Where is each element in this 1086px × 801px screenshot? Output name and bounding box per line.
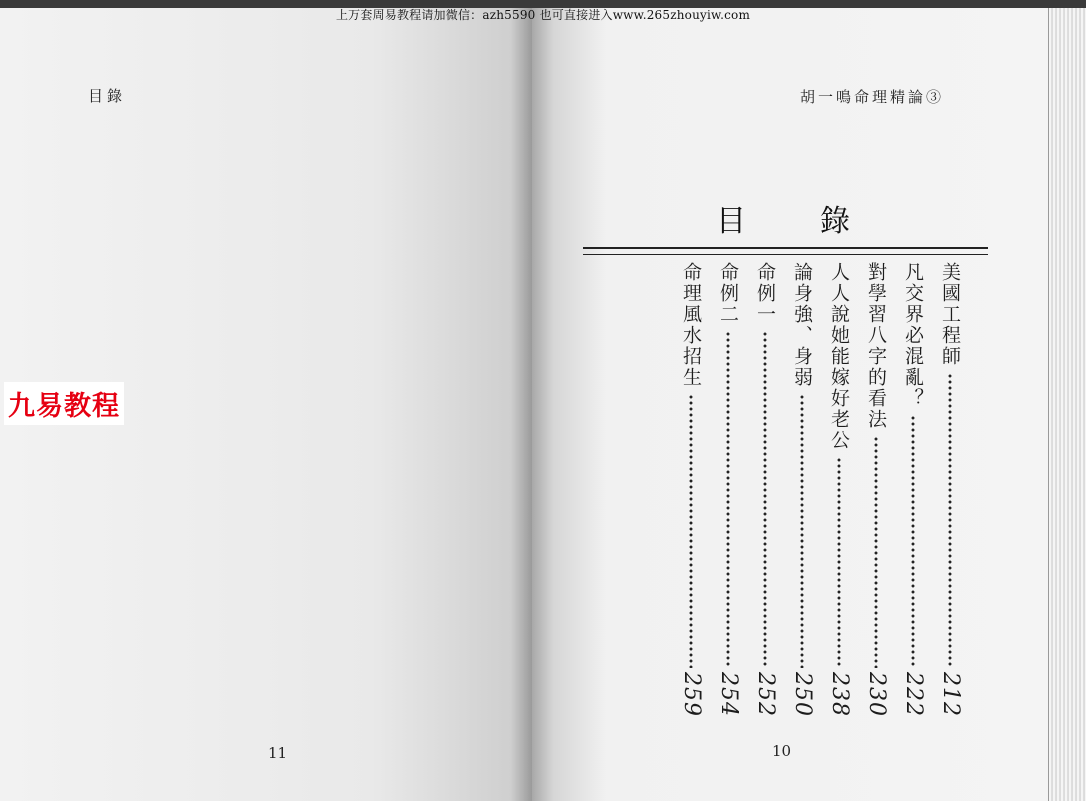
toc-entry[interactable] <box>932 262 968 717</box>
banner-text: 上万套周易教程请加微信：azh5590 也可直接进入www.265zhouyiw.com <box>335 8 751 22</box>
toc-entry-title: 人人說她能嫁好老公 <box>828 262 850 451</box>
toc-entry[interactable] <box>747 262 783 717</box>
toc-entry-page: 254 <box>716 672 741 717</box>
toc-entry-title: 命理風水招生 <box>680 262 702 388</box>
leader-dots <box>763 331 767 668</box>
left-page-header: 目錄 <box>88 87 127 105</box>
toc-entry-page: 252 <box>753 672 778 717</box>
toc-entry-page: 222 <box>901 672 926 717</box>
left-page-number: 11 <box>268 744 288 762</box>
toc-entry[interactable] <box>673 262 709 717</box>
leader-dots <box>911 415 915 668</box>
bleed-through-left <box>130 130 490 690</box>
right-page-header: 胡一鳴命理精論③ <box>800 88 945 106</box>
toc-entry-title: 命例一 <box>754 262 776 325</box>
toc-entry-title: 對學習八字的看法 <box>865 262 887 430</box>
toc-entry[interactable] <box>710 262 746 717</box>
title-rule-thick <box>583 247 988 249</box>
table-of-contents <box>672 262 968 722</box>
right-page-number: 10 <box>772 742 792 760</box>
toc-entry-page: 230 <box>864 672 889 717</box>
toc-entry[interactable] <box>858 262 894 717</box>
toc-entry-page: 250 <box>790 672 815 717</box>
page-title: 目錄 <box>716 204 924 239</box>
toc-entry[interactable] <box>784 262 820 717</box>
toc-entry-page: 238 <box>827 672 852 717</box>
bleed-through-right <box>600 270 660 690</box>
leader-dots <box>948 373 952 668</box>
toc-entry-title: 美國工程師 <box>939 262 961 367</box>
leader-dots <box>837 457 841 668</box>
leader-dots <box>726 331 730 668</box>
toc-entry-title: 凡交界必混亂？ <box>902 262 924 409</box>
toc-entry-page: 259 <box>679 672 704 717</box>
toc-entry-page: 212 <box>938 672 963 717</box>
page-edges <box>1048 0 1086 801</box>
leader-dots <box>689 394 693 668</box>
leader-dots <box>800 394 804 668</box>
toc-entry-title: 論身強、身弱 <box>791 262 813 388</box>
toc-entry[interactable] <box>895 262 931 717</box>
watermark-logo: 九易教程 <box>4 382 124 425</box>
toc-entry[interactable] <box>821 262 857 717</box>
leader-dots <box>874 436 878 668</box>
toc-entry-title: 命例二 <box>717 262 739 325</box>
title-rule-thin <box>583 254 988 255</box>
